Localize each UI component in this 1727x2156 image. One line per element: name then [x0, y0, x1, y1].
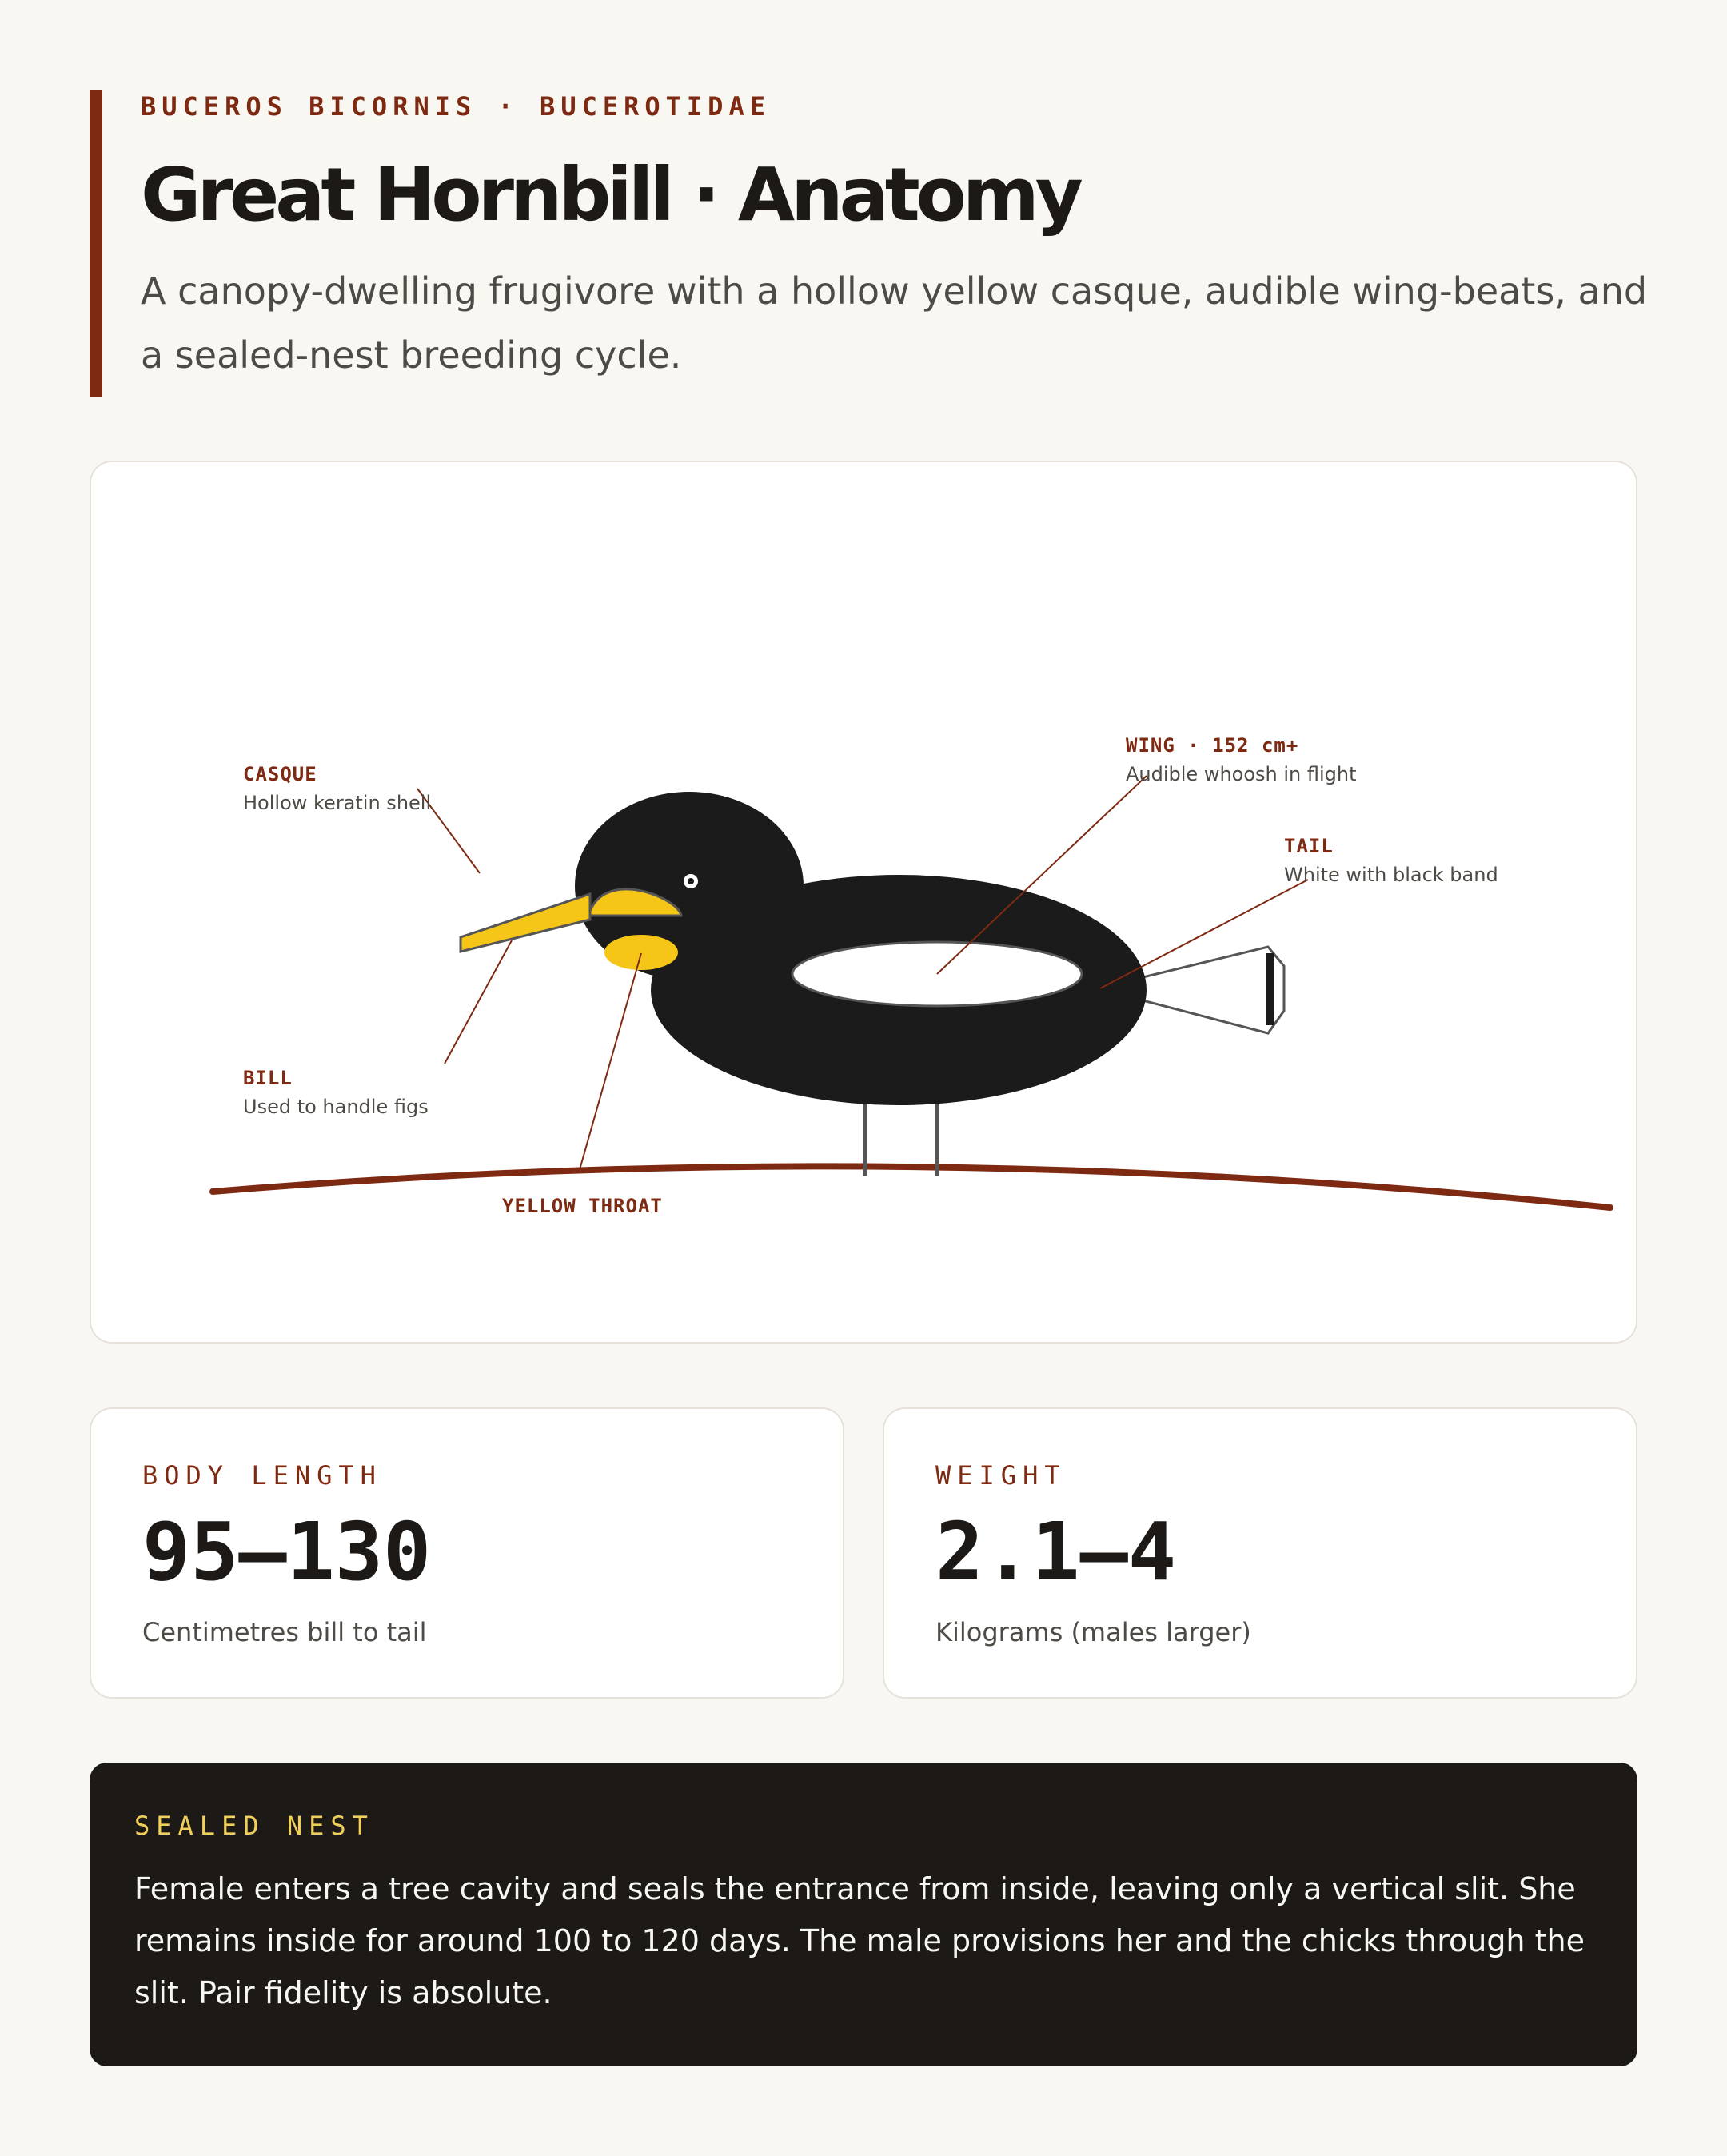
tail-description: White with black band — [1284, 864, 1498, 886]
scientific-name: BUCEROS BICORNIS · BUCEROTIDAE — [141, 91, 771, 122]
page-subtitle: A canopy-dwelling frugivore with a hollow yellow casque, audible wing-beats, and a sealed-nest breeding cycle. — [141, 270, 1648, 377]
throat-leader — [579, 953, 641, 1172]
casque-description: Hollow keratin shell — [243, 792, 432, 814]
body-length-value: 95–130 — [142, 1505, 432, 1599]
throat-label: YELLOW THROAT — [502, 1195, 663, 1217]
anatomy-diagram-card — [90, 461, 1637, 1344]
yellow-throat — [604, 935, 678, 970]
page-title: Great Hornbill · Anatomy — [141, 152, 1079, 238]
wing-label: WING · 152 cm+ — [1126, 734, 1299, 757]
tail-band — [1266, 953, 1274, 1025]
bill-description: Used to handle figs — [243, 1096, 429, 1118]
weight-label: WEIGHT — [935, 1460, 1067, 1491]
bill-label: BILL — [243, 1067, 293, 1089]
weight-note: Kilograms (males larger) — [935, 1617, 1251, 1647]
body-length-label: BODY LENGTH — [142, 1460, 382, 1491]
sealed-nest-text: Female enters a tree cavity and seals the entrance from inside, leaving only a vertical slit. She remains inside for around 100 to 120 days. The male provisions her and the chicks through the slit. Pair fidelity is absolute. — [134, 1871, 1585, 2010]
page-header — [90, 90, 1648, 397]
weight-value: 2.1–4 — [935, 1505, 1177, 1599]
sealed-nest-label: SEALED NEST — [134, 1811, 374, 1841]
bill — [461, 894, 590, 952]
branch — [213, 1166, 1610, 1208]
wing-description: Audible whoosh in flight — [1126, 763, 1357, 785]
anatomy-diagram — [91, 462, 1639, 1345]
body-length-card — [90, 1407, 844, 1699]
body-length-note: Centimetres bill to tail — [142, 1617, 427, 1647]
tail-label: TAIL — [1284, 835, 1334, 857]
weight-card — [883, 1407, 1637, 1699]
pupil — [688, 878, 694, 884]
casque-label: CASQUE — [243, 763, 317, 785]
bill-leader — [445, 940, 512, 1064]
sealed-nest-panel — [90, 1763, 1637, 2066]
